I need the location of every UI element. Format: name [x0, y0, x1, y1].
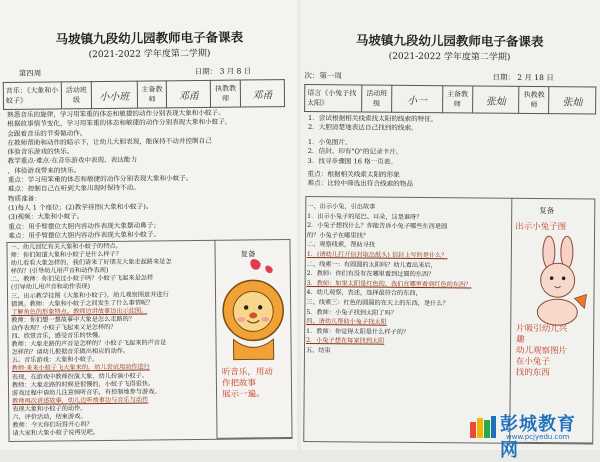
left-body-line: 难点：用手臂摆位大胆内容动作表现大象和小蚊子。 [8, 230, 161, 240]
right-key-line: 难点：比较中筛选出符合线索的物品 [307, 179, 414, 189]
right-process-line: 五、结束 [305, 346, 331, 355]
left-process-line: 一、幼儿回忆有关大象和小蚊子的特点。 [10, 242, 122, 251]
watermark-title: 彭城教育网 [500, 414, 576, 461]
left-body-line: 教学重点·难点·在音乐游戏中表现、表达能力 [7, 156, 138, 166]
left-process-line: 游戏过程中请幼儿注意倾听音乐，有控制地参与游戏。 [11, 388, 161, 397]
left-process-line: 教师：你们想一想故事中大象是怎么走路的？ [11, 315, 136, 324]
left-process-line: 表现，在游戏中教师扮演大象，幼儿扮演小蚊子。 [11, 372, 149, 381]
lion-drawing-icon [213, 255, 294, 366]
left-week: 第四周 [18, 68, 42, 78]
site-watermark [466, 408, 594, 461]
right-activity-name: 语言《小兔子找太阳》 [305, 85, 362, 112]
left-exec-teacher: 邓甬 [240, 80, 284, 107]
left-class-value: 小小班 [91, 81, 137, 108]
right-process-line: 4．幼儿观察，表述，选择最符合的东西， [306, 289, 422, 298]
left-process-line: 四、欣赏音乐，感受音乐的快慢。 [11, 332, 105, 340]
right-review-note-bottom [516, 324, 567, 379]
right-review-note-line: 幼儿观察图片 [515, 345, 568, 357]
left-process-line: 教师·来来小蚊子飞大象来的，幼儿尝试用动作进行 [11, 363, 150, 373]
left-prep-label: 主备教师 [137, 81, 167, 108]
right-key-block [307, 170, 589, 191]
right-process-line: 二、线索一：有圆圆的太阳吗？幼儿看出来后， [306, 260, 437, 269]
left-body-line: (3)视频：大象和小蚊子。 [8, 212, 84, 222]
left-process-line: 师：你们知道大象和小蚊子是什么样子？ [10, 250, 122, 260]
rabbit-drawing-icon [528, 236, 591, 327]
right-header-table [304, 84, 596, 115]
left-review-note-line: 作把故事 [221, 378, 257, 389]
left-process-line: 幼儿看看大象怎样的，我们请来了好朋友大象走起路来是怎 [10, 258, 172, 268]
left-body-line: 重点：用手臂摆位大胆内容动作表现大象摆动鼻子； [8, 220, 160, 231]
right-lesson-plan-sheet [301, 8, 595, 447]
left-prep-teacher: 邓甬 [167, 80, 211, 107]
left-process-line: 样的？(引导幼儿用声音和动作表现) [10, 267, 109, 276]
right-process-line: 四、请幼儿帮助小兔子找太阳 [306, 318, 387, 326]
left-process-line: 三、出示教学挂图《大象和小蚊子》，幼儿观察图意并进行 [10, 290, 169, 300]
right-process-line: 1．出示小兔子的尾巴、耳朵，这是谁呀？ [307, 212, 423, 221]
right-review-note-line: 片吸引幼儿兴 [516, 323, 568, 335]
right-prep-teacher: 张灿 [472, 86, 519, 113]
right-process-line: 3．教师：如果太阳是红色的，我们在哪里看到红色的东西？ [306, 279, 472, 289]
left-process-line: 教师：大象走路的时候是很慢的，小蚊子飞得很快。 [11, 380, 155, 389]
left-body-line: (1)每人 1 个座位；(2)教学挂图(大象和小蚊子)。 [8, 202, 153, 212]
right-date-label: 日期： [492, 72, 515, 82]
left-body-line: 难点：控制自己在听到大象出现时保持不动。 [7, 183, 140, 194]
left-process-line: 猜测。教师：大象和小蚊子之间发生了什么事情呢？ [11, 299, 154, 308]
right-goal-line: 1．尝试根据相关线索找太阳的线索的特征。 [308, 114, 438, 124]
left-process-line: (引导幼儿用声音和动作表现) [10, 283, 91, 292]
left-term: (2021-2022 学年度第二学期) [88, 48, 211, 61]
left-process-line: 教师再次讲述故事，幼儿边听故事边与音乐与动作 [12, 396, 149, 405]
left-header-table [3, 79, 285, 110]
right-prep-line: 1．小兔图片。 [307, 138, 352, 147]
left-date-label: 日期： [194, 66, 218, 77]
left-process-line: 怎样的？请幼儿根据音乐做出相应的动作。 [11, 347, 130, 357]
right-prep-line: 3．找寻步骤图 16 格一页表。 [307, 156, 398, 166]
right-prep-block [308, 138, 590, 168]
right-review-note-line: 在小兔子 [515, 356, 550, 368]
right-exec-teacher: 张灿 [549, 87, 596, 114]
left-lesson-plan-sheet [6, 5, 297, 444]
left-review-note [222, 367, 273, 401]
left-body-line: 重点：学习用笨重的体态和敏捷的动作分别表现大象和小蚊子。 [7, 174, 193, 185]
right-process-line: 1．教师：你觉得太阳是什么样子的？ [306, 327, 410, 336]
left-review-note-line: 听音乐，用动 [221, 367, 273, 378]
left-school-title: 马坡镇九段幼儿园教师电子备课表 [55, 29, 244, 47]
left-body-line: 熟悉音乐的旋律，学习用笨重的体态和敏捷的动作分别表现大象和小蚊子。 [7, 108, 225, 119]
right-review-note-line: 出示小兔子图 [515, 221, 567, 233]
left-review-note-line: 展示一遍。 [222, 389, 265, 400]
books-logo-icon [468, 412, 498, 442]
right-process-block [305, 202, 509, 440]
left-process-line: 请大家和大象小蚊子说再见吧。 [12, 429, 100, 438]
left-date-value: 3 月 8 日 [219, 66, 252, 76]
left-body-line: ，体验游戏带来的快乐。 [7, 166, 81, 175]
left-process-line: 表现大象和小蚊子的动作。 [12, 405, 87, 413]
right-process-line: 2．小兔子想找什么？你能告诉小兔子哪些东西是圆 [307, 222, 448, 231]
right-prep-line: 2．信封、印有"O"的记录卡片。 [307, 147, 403, 157]
right-process-line: 5．教师：小兔子找到太阳了吗？ [306, 308, 397, 317]
left-process-block [10, 242, 216, 440]
left-process-line: 了解角色的形象特点。教师边讲故事边出示挂图。 [11, 307, 148, 316]
left-lesson-plan-photo [0, 0, 297, 450]
left-process-line: 教师：大象走路的声音是怎样的？小蚊子飞起来的声音是 [11, 339, 167, 349]
left-process-line: 二、教师：你们见过小蚊子吗？小蚊子飞起来是怎样 [10, 274, 154, 284]
right-term: (2021-2022 学年度第二学期) [388, 51, 511, 63]
right-review-label: 复备 [539, 206, 555, 216]
right-review-note-line: 趣 [516, 334, 525, 345]
right-process-line: 二、观察线索，帮助寻找 [306, 241, 376, 249]
right-date-value: 2 月 18 日 [517, 72, 554, 83]
left-review-label: 复备 [240, 249, 256, 259]
left-goals-block [7, 108, 290, 241]
right-process-line: 1．(请幼儿打开信封取出纸头) 信封上写的是什么？ [306, 250, 448, 260]
watermark-url: www.pcjyedu.com [506, 433, 570, 441]
right-goals-block [308, 114, 590, 135]
left-body-line: 根据故事情节变化，学习用笨重的体态和敏捷的动作分别表现大象和小蚊子， [7, 117, 232, 129]
left-activity-name: 音乐：《大象和小蚊子》 [3, 82, 62, 110]
left-body-line: 会跟着音乐的节奏做动作。 [7, 128, 87, 138]
right-lesson-plan-photo [301, 0, 600, 461]
right-school-title: 马坡镇九段幼儿园教师电子备课表 [355, 32, 544, 50]
right-process-line: 三、线索三：红色的圆圆的在天上的东西，是什么？ [306, 298, 449, 308]
left-body-line: 物质准备： [7, 194, 42, 203]
right-key-line: 重点：根据相关线索太阳的形象 [307, 170, 400, 179]
right-review-note-line: 找的东西 [515, 367, 550, 379]
right-process-line: 的？小兔子在哪里找？ [306, 231, 369, 240]
left-process-line: 六、评价活动，结束游戏。 [12, 413, 87, 421]
left-body-line: 在教师帮助和动作的暗示下，让幼儿大胆表现，能保持不动并控制自己 [7, 136, 212, 147]
right-week: 次：第一周 [304, 70, 342, 81]
right-review-note-top [515, 222, 566, 233]
left-class-label: 活动班级 [62, 82, 92, 109]
right-process-line: 2．小兔子想在每家找到太阳 [306, 337, 385, 346]
right-exec-label: 执教教师 [519, 86, 549, 113]
right-class-label: 活动班级 [362, 85, 392, 112]
left-process-line: 教师：今天你们玩得开心吗？ [12, 421, 93, 430]
left-process-line: 五、音乐游戏：大象和小蚊子。 [11, 356, 99, 365]
right-goal-line: 2．大胆清楚地表达自己找到的线索。 [307, 123, 418, 133]
left-exec-label: 执教教师 [211, 80, 241, 107]
right-process-line: 2．教师：你们有没有在哪里看到过圆的东西？ [306, 270, 435, 279]
right-class-value: 小一 [392, 85, 443, 112]
left-body-line: 体验音乐游戏的快乐。 [7, 147, 74, 157]
right-process-line: 一、出示小兔，引出故事 [307, 203, 376, 211]
left-process-line: 动作表现？小蚊子飞起来又是怎样的？ [11, 323, 117, 332]
right-prep-label: 主备教师 [442, 86, 472, 113]
